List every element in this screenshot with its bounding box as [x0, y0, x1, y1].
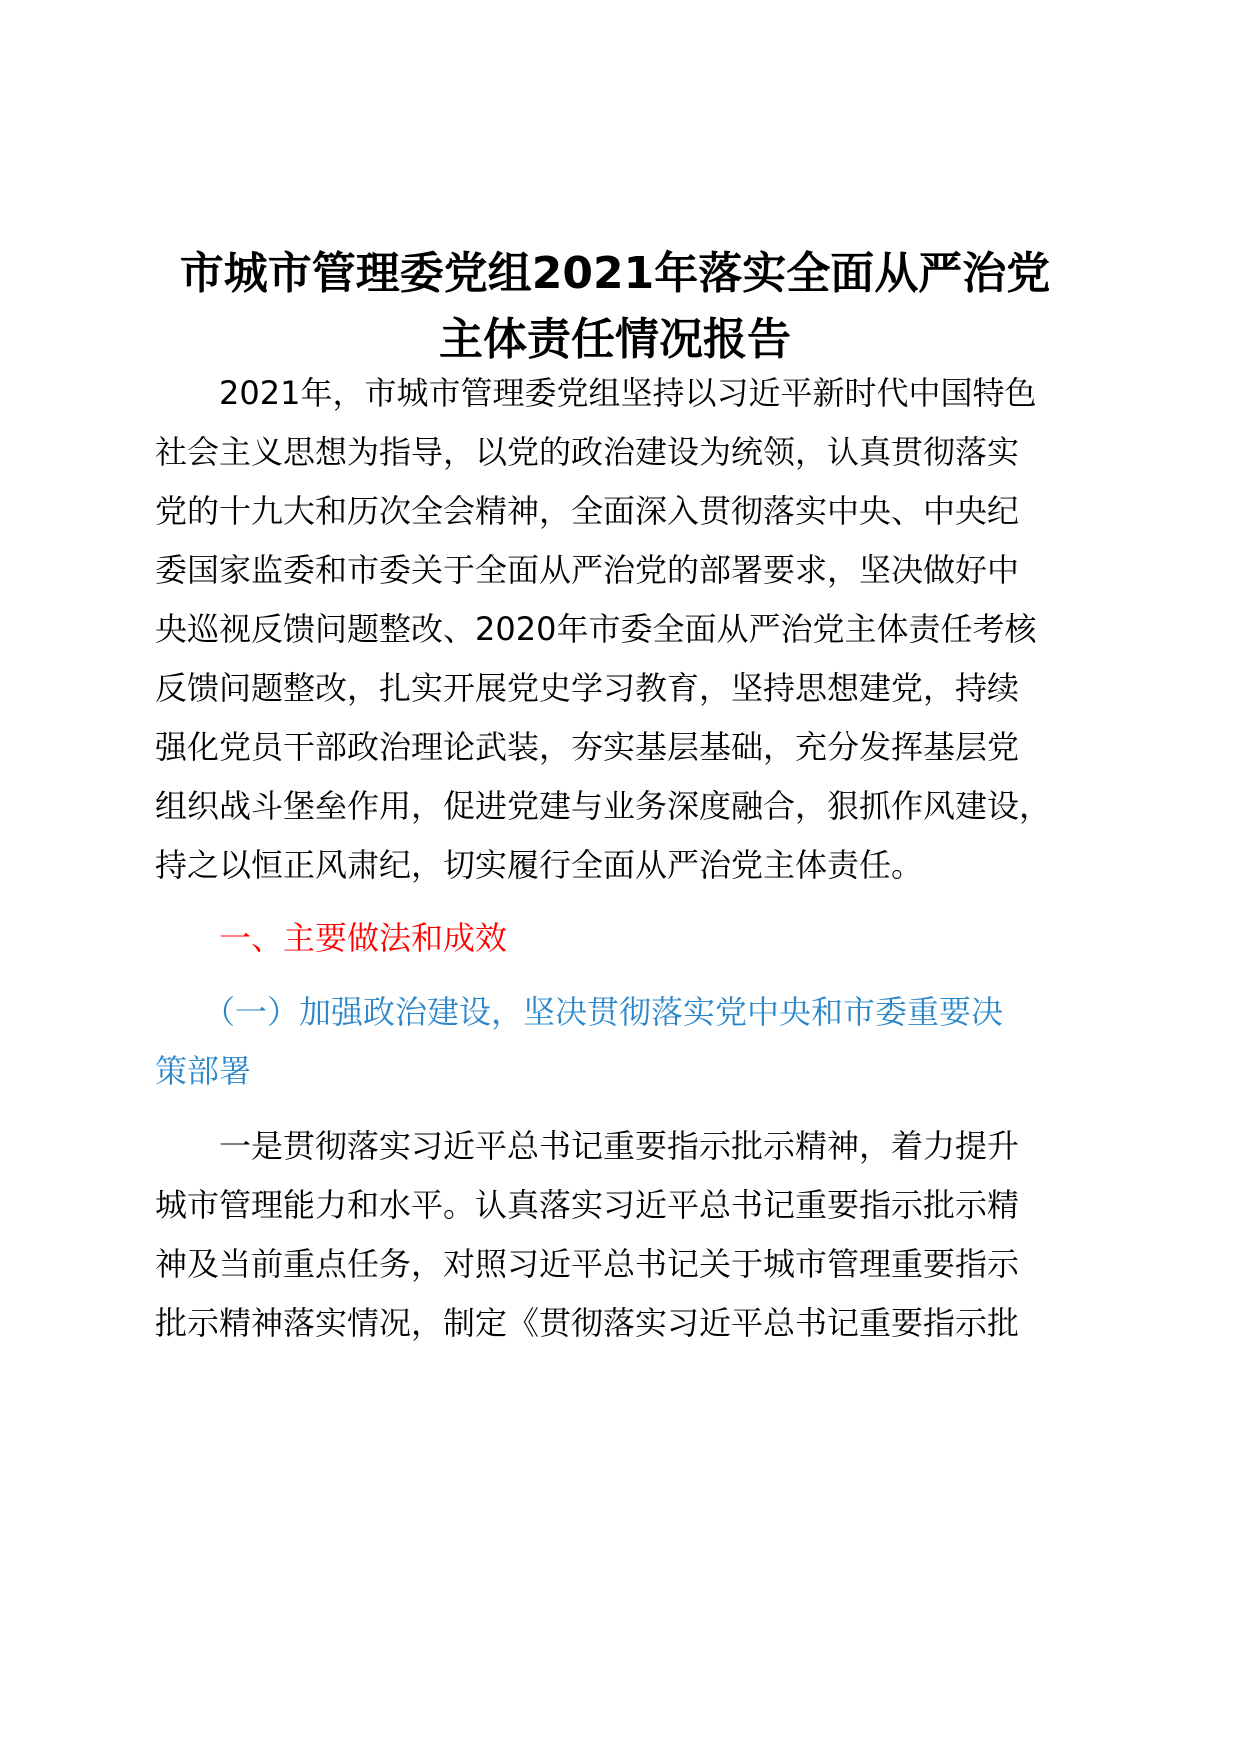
intro-line-7: 强化党员干部政治理论武装，夯实基层基础，充分发挥基层党 [155, 728, 1020, 766]
intro-line-2: 社会主义思想为指导，以党的政治建设为统领，认真贯彻落实 [155, 433, 1020, 471]
intro-line-5: 央巡视反馈问题整改、2020年市委全面从严治党主体责任考核 [155, 610, 1037, 648]
subsection-heading-line-1: （一）加强政治建设，坚决贯彻落实党中央和市委重要决 [155, 993, 1004, 1031]
intro-line-4: 委国家监委和市委关于全面从严治党的部署要求，坚决做好中 [155, 551, 1020, 589]
document-title-line-1: 市城市管理委党组2021年落实全面从严治党 [179, 248, 1051, 299]
body-line-3: 神及当前重点任务，对照习近平总书记关于城市管理重要指示 [155, 1245, 1020, 1283]
section-heading: 一、主要做法和成效 [155, 919, 508, 957]
body-line-4: 批示精神落实情况，制定《贯彻落实习近平总书记重要指示批 [155, 1304, 1020, 1342]
intro-line-6: 反馈问题整改，扎实开展党史学习教育，坚持思想建党，持续 [155, 669, 1020, 707]
document-title-line-2: 主体责任情况报告 [439, 314, 791, 365]
body-line-2: 城市管理能力和水平。认真落实习近平总书记重要指示批示精 [155, 1186, 1020, 1224]
intro-line-9: 持之以恒正风肃纪，切实履行全面从严治党主体责任。 [155, 846, 924, 884]
subsection-heading-line-2: 策部署 [155, 1052, 252, 1090]
intro-line-1: 2021年，市城市管理委党组坚持以习近平新时代中国特色 [155, 374, 1037, 412]
body-line-1: 一是贯彻落实习近平总书记重要指示批示精神，着力提升 [155, 1127, 1020, 1165]
intro-line-8: 组织战斗堡垒作用，促进党建与业务深度融合，狠抓作风建设， [155, 787, 1052, 825]
intro-line-3: 党的十九大和历次全会精神，全面深入贯彻落实中央、中央纪 [155, 492, 1020, 530]
